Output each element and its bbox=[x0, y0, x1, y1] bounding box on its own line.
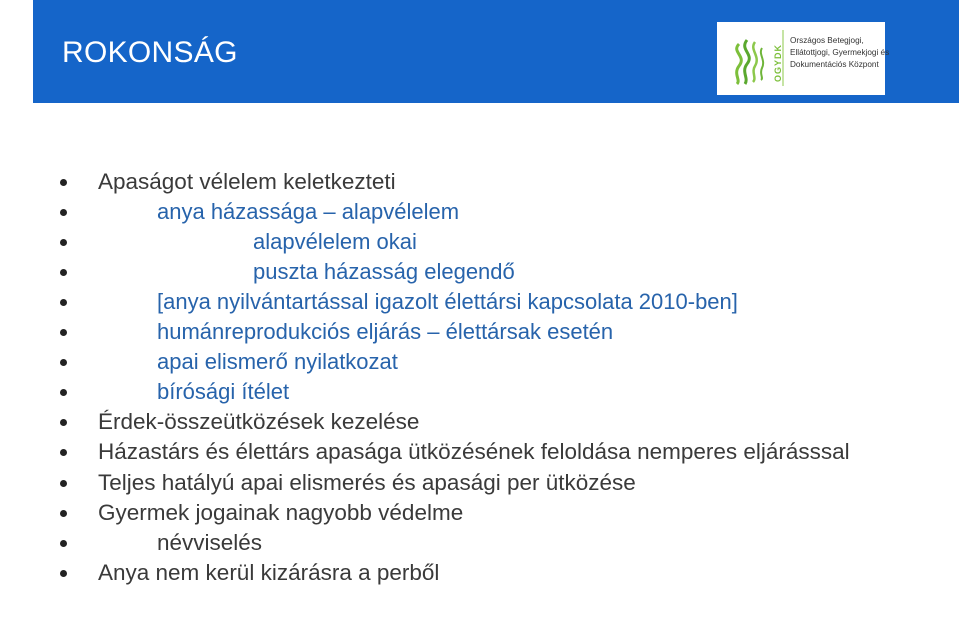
ogyek-logo-icon bbox=[717, 22, 885, 95]
bullet-item bbox=[0, 558, 959, 588]
bullet-item bbox=[0, 197, 959, 227]
bullet-dot-icon bbox=[60, 510, 67, 517]
bullet-item bbox=[0, 498, 959, 528]
bullet-text: Érdek-összeütközések kezelése bbox=[98, 409, 420, 434]
bullet-dot-icon bbox=[60, 359, 67, 366]
logo bbox=[717, 22, 890, 95]
bullet-item bbox=[0, 257, 959, 287]
bullet-dot-icon bbox=[60, 570, 67, 577]
bullet-dot-icon bbox=[60, 480, 67, 487]
bullet-dot-icon bbox=[60, 419, 67, 426]
logo-line-2: Ellátottjogi, Gyermekjogi és bbox=[790, 48, 890, 57]
bullet-dot-icon bbox=[60, 179, 67, 186]
bullet-item bbox=[0, 287, 959, 317]
bullet-text: anya házassága – alapvélelem bbox=[157, 199, 460, 224]
bullet-dot-icon bbox=[60, 389, 67, 396]
bullet-item bbox=[0, 227, 959, 257]
bullet-text: Teljes hatályú apai elismerés és apasági per ütközése bbox=[98, 470, 636, 495]
bullet-text: alapvélelem okai bbox=[253, 229, 417, 254]
bullet-item bbox=[0, 377, 959, 407]
bullet-dot-icon bbox=[60, 449, 67, 456]
bullet-dot-icon bbox=[60, 239, 67, 246]
bullet-text: Apaságot vélelem keletkezteti bbox=[98, 169, 396, 194]
logo-line-3: Dokumentációs Központ bbox=[790, 60, 879, 69]
bullet-dot-icon bbox=[60, 299, 67, 306]
slide-title: ROKONSÁG bbox=[62, 36, 238, 69]
bullet-text: Házastárs és élettárs apasága ütközésének feloldása nemperes eljárásssal bbox=[98, 439, 850, 464]
bullet-text: humánreprodukciós eljárás – élettársak esetén bbox=[157, 319, 614, 344]
bullet-text: Anya nem kerül kizárásra a perből bbox=[98, 560, 440, 585]
bullet-list bbox=[0, 167, 959, 588]
bullet-text: Gyermek jogainak nagyobb védelme bbox=[98, 500, 464, 525]
bullet-item bbox=[0, 528, 959, 558]
bullet-text: bírósági ítélet bbox=[157, 379, 290, 404]
bullet-item bbox=[0, 407, 959, 437]
logo-line-1: Országos Betegjogi, bbox=[790, 36, 864, 45]
bullet-item bbox=[0, 437, 959, 465]
bullet-dot-icon bbox=[60, 269, 67, 276]
bullet-text: puszta házasság elegendő bbox=[253, 259, 515, 284]
bullet-dot-icon bbox=[60, 540, 67, 547]
bullet-item bbox=[0, 317, 959, 347]
bullet-item bbox=[0, 167, 959, 197]
bullet-text: névviselés bbox=[157, 530, 263, 555]
bullet-text: apai elismerő nyilatkozat bbox=[157, 349, 398, 374]
bullet-dot-icon bbox=[60, 209, 67, 216]
bullet-dot-icon bbox=[60, 329, 67, 336]
bullet-item bbox=[0, 468, 959, 498]
logo-vertical-text: OGYDK bbox=[773, 43, 783, 82]
bullet-item bbox=[0, 347, 959, 377]
bullet-text: [anya nyilvántartással igazolt élettársi kapcsolata 2010-ben] bbox=[157, 289, 738, 314]
